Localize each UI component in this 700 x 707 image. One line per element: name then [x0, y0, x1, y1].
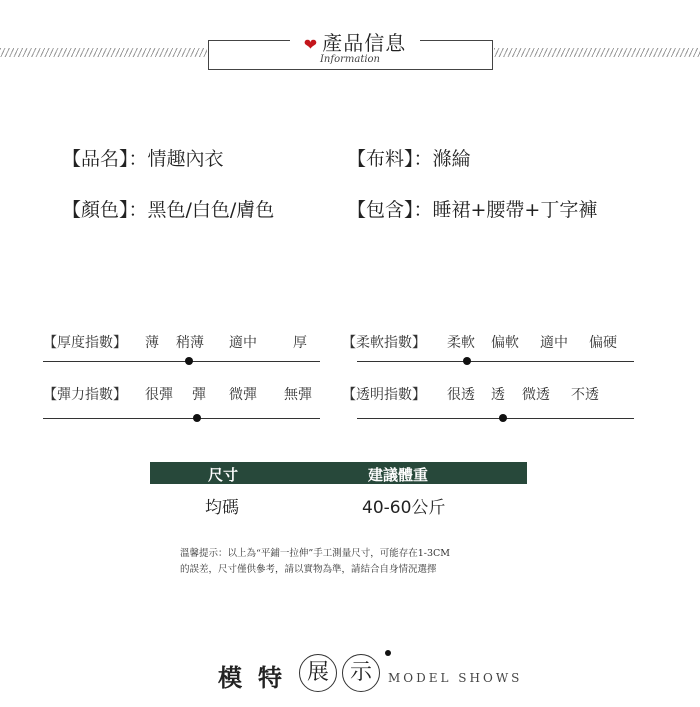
heart-icon: ❤	[303, 35, 319, 54]
section-title	[290, 27, 420, 56]
note-line: 溫馨提示：以上為“平鋪一拉伸”手工測量尺寸，可能存在1-3CM	[180, 548, 451, 559]
softness-label: 【柔軟指數】	[342, 335, 426, 351]
softness-scale-line	[357, 361, 634, 362]
header-frame-top-right	[420, 40, 493, 41]
info-color: 【顏色】：黑色/白色/膚色	[62, 199, 275, 221]
model-shows-circle-char: 展	[299, 654, 337, 692]
transparency-option: 透	[491, 387, 505, 403]
model-shows-char: 特	[258, 663, 282, 692]
model-shows-char: 模	[218, 663, 242, 692]
softness-indicator	[463, 357, 471, 365]
model-shows-english: MODEL SHOWS	[388, 671, 523, 685]
transparency-option: 微透	[522, 387, 550, 403]
transparency-indicator	[499, 414, 507, 422]
model-shows-circle-char: 示	[342, 654, 380, 692]
thickness-scale-line	[43, 361, 320, 362]
elasticity-scale-line	[43, 418, 320, 419]
measurement-note	[180, 546, 540, 578]
elasticity-option: 彈	[192, 387, 206, 403]
thickness-option: 厚	[293, 335, 307, 351]
softness-option: 偏軟	[491, 335, 519, 351]
thickness-option: 薄	[145, 335, 159, 351]
softness-option: 適中	[540, 335, 568, 351]
softness-option: 偏硬	[589, 335, 617, 351]
note-line: 的誤差，尺寸僅供參考，請以實物為準，請結合自身情況選擇	[180, 564, 437, 575]
size-table-header	[150, 462, 527, 484]
transparency-option: 不透	[571, 387, 599, 403]
transparency-option: 很透	[447, 387, 475, 403]
elasticity-option: 很彈	[145, 387, 173, 403]
header-frame-top-left	[208, 40, 290, 41]
header-frame-bottom	[208, 69, 493, 70]
transparency-scale-line	[357, 418, 634, 419]
thickness-label: 【厚度指數】	[43, 335, 127, 351]
elasticity-option: 無彈	[284, 387, 312, 403]
thickness-option: 適中	[229, 335, 257, 351]
decorative-dot	[385, 650, 391, 656]
header-hatch-right	[494, 48, 700, 57]
elasticity-option: 微彈	[229, 387, 257, 403]
section-subtitle: Information	[319, 54, 380, 65]
size-value: 均碼	[205, 498, 239, 518]
thickness-option: 稍薄	[176, 335, 204, 351]
header-frame-left	[208, 40, 209, 70]
header-frame-right	[492, 40, 493, 70]
softness-option: 柔軟	[447, 335, 475, 351]
weight-column-header: 建議體重	[368, 466, 429, 484]
info-name: 【品名】：情趣內衣	[62, 148, 224, 170]
thickness-indicator	[185, 357, 193, 365]
header-hatch-left	[0, 48, 207, 57]
info-fabric: 【布料】：滌綸	[347, 148, 471, 170]
elasticity-label: 【彈力指數】	[43, 387, 127, 403]
weight-value: 40-60公斤	[362, 498, 446, 518]
size-column-header: 尺寸	[208, 466, 239, 484]
transparency-label: 【透明指數】	[342, 387, 426, 403]
info-includes: 【包含】：睡裙+腰帶+丁字褲	[347, 199, 598, 221]
section-title-text: 產品信息	[322, 31, 407, 55]
elasticity-indicator	[193, 414, 201, 422]
